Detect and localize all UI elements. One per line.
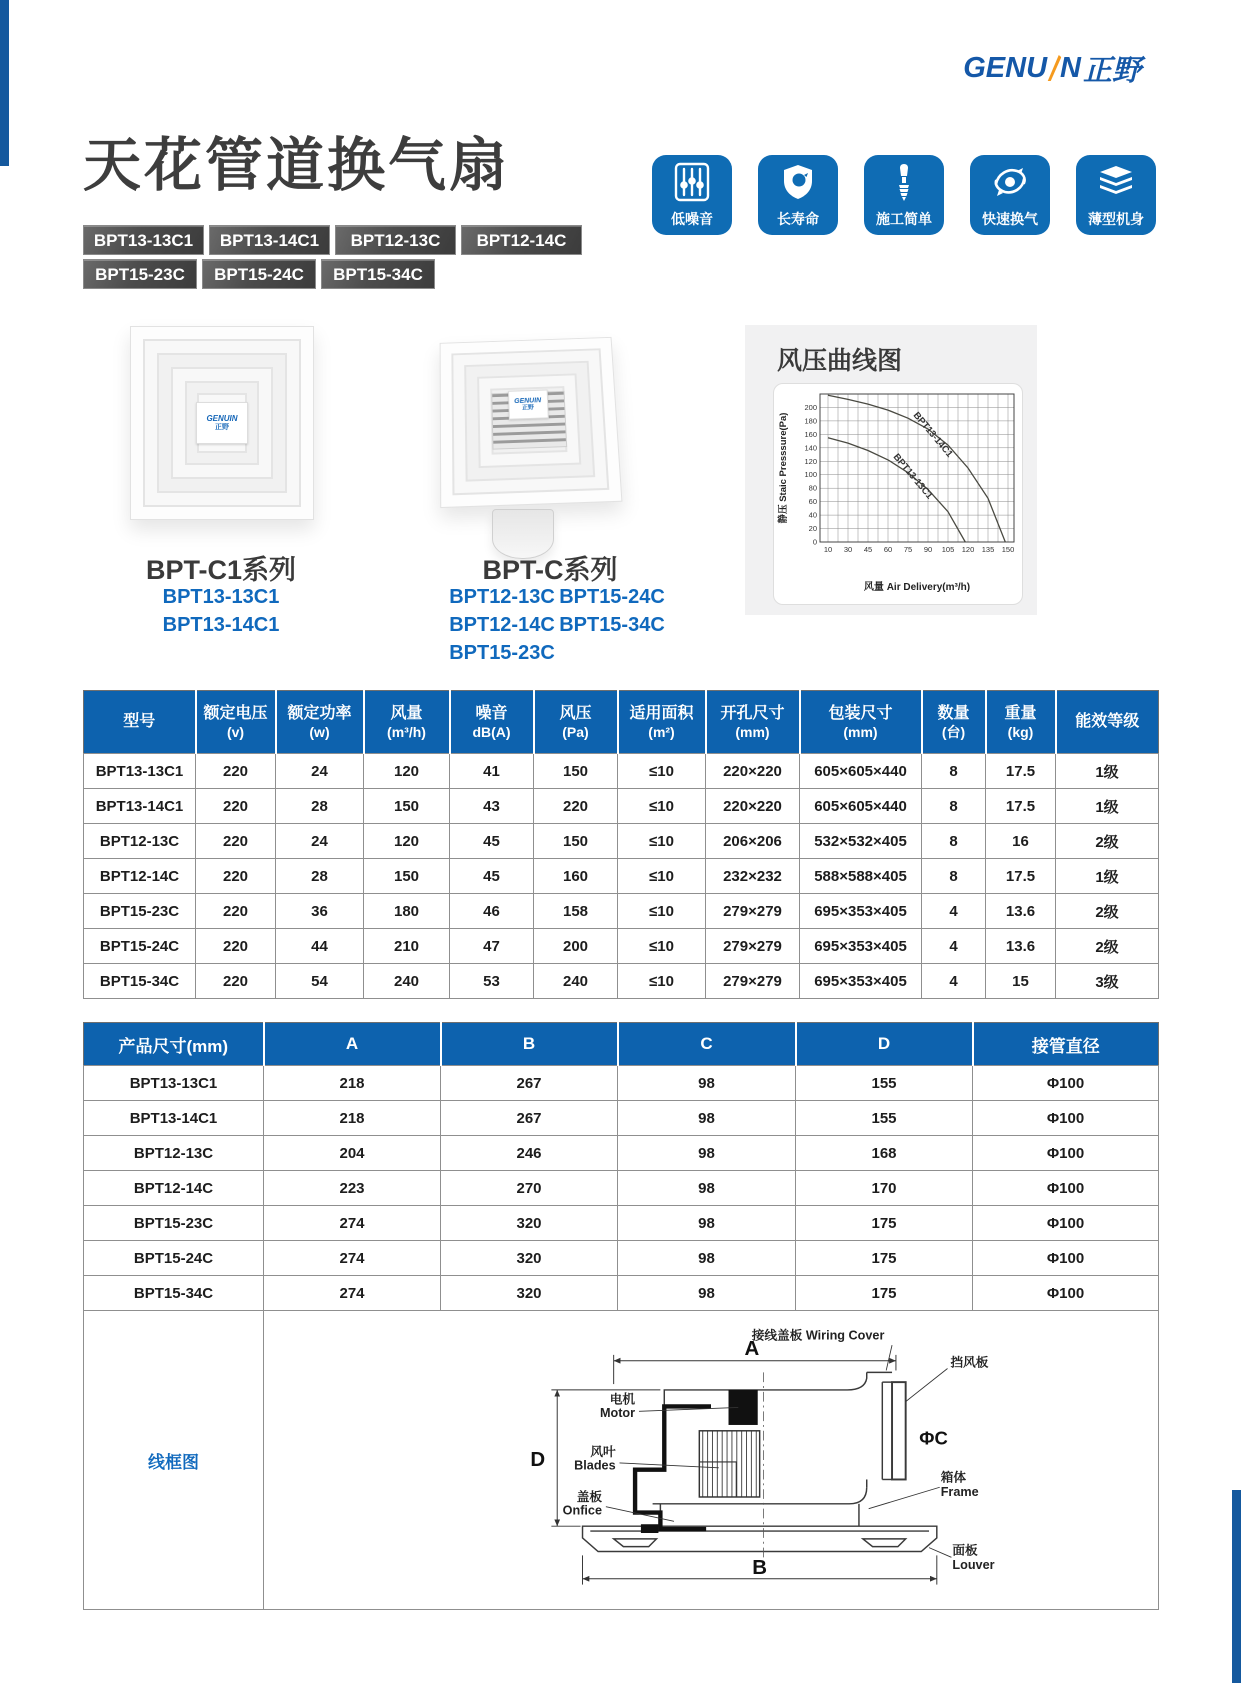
value-cell: 158 — [534, 894, 618, 929]
series-title-c: BPT-C系列 — [482, 555, 618, 585]
value-cell: 120 — [364, 754, 450, 789]
value-cell: 267 — [441, 1101, 618, 1136]
label-frame-en: Frame — [940, 1485, 979, 1500]
value-cell: 44 — [276, 929, 364, 964]
feature-fast-vent — [970, 155, 1050, 235]
value-cell: 270 — [441, 1171, 618, 1206]
value-cell: 155 — [796, 1101, 973, 1136]
model-cell: BPT13-14C1 — [84, 1101, 264, 1136]
col-header: 适用面积 (m²) — [618, 691, 706, 754]
value-cell: 54 — [276, 964, 364, 999]
value-cell: 279×279 — [706, 964, 800, 999]
feature-label: 薄型机身 — [1088, 211, 1144, 227]
label-cover-en: Onfice — [562, 1503, 602, 1518]
spec-table-body — [84, 754, 1159, 999]
value-cell: 232×232 — [706, 859, 800, 894]
model-cell: BPT13-13C1 — [84, 1066, 264, 1101]
value-cell: 588×588×405 — [800, 859, 922, 894]
label-cover-cn: 盖板 — [576, 1489, 602, 1504]
value-cell: 206×206 — [706, 824, 800, 859]
value-cell: 2级 — [1056, 929, 1159, 964]
table-row — [84, 1066, 1159, 1101]
feature-long-life — [758, 155, 838, 235]
dim-d: D — [530, 1447, 546, 1471]
diagram-label: 线框图 — [84, 1311, 264, 1610]
pressure-curve-chart — [774, 384, 1022, 604]
label-frame-cn: 箱体 — [940, 1470, 967, 1485]
svg-text:风量 Air Delivery(m³/h): 风量 Air Delivery(m³/h) — [863, 582, 971, 593]
svg-text:静压 Staic Presssure(Pa): 静压 Staic Presssure(Pa) — [778, 412, 789, 524]
table-row — [84, 859, 1159, 894]
value-cell: Φ100 — [973, 1066, 1159, 1101]
label-blades-en: Blades — [574, 1458, 616, 1473]
table-row — [84, 789, 1159, 824]
value-cell: 220×220 — [706, 789, 800, 824]
model-cell: BPT15-23C — [84, 894, 196, 929]
right-edge-bar — [1232, 1490, 1241, 1683]
model-cell: BPT15-24C — [84, 929, 196, 964]
blades-block — [699, 1431, 759, 1497]
series-models: BPT13-13C1 — [162, 586, 280, 608]
value-cell: 150 — [534, 754, 618, 789]
table-row — [84, 964, 1159, 999]
logo-text-n: N — [1060, 52, 1081, 84]
brand-logo — [963, 48, 1141, 89]
value-cell: 220 — [196, 789, 276, 824]
model-badge: BPT15-23C — [83, 259, 197, 289]
chart-title: 风压曲线图 — [777, 347, 903, 375]
value-cell: 695×353×405 — [800, 894, 922, 929]
value-cell: 98 — [618, 1136, 796, 1171]
svg-text:10: 10 — [823, 545, 833, 554]
value-cell: 17.5 — [986, 789, 1056, 824]
model-cell: BPT15-23C — [84, 1206, 264, 1241]
value-cell: 223 — [264, 1171, 441, 1206]
label-motor-cn: 电机 — [609, 1392, 636, 1407]
value-cell: 98 — [618, 1206, 796, 1241]
feature-icons-row — [652, 155, 1156, 235]
series-title-c1: BPT-C1系列 — [145, 555, 297, 585]
model-badge: BPT12-13C — [335, 225, 456, 255]
svg-text:160: 160 — [804, 429, 817, 439]
value-cell: 320 — [441, 1276, 618, 1311]
value-cell: 279×279 — [706, 894, 800, 929]
label-damper: 挡风板 — [950, 1355, 989, 1370]
cyclone-icon — [990, 162, 1030, 202]
feature-label: 长寿命 — [777, 211, 819, 227]
value-cell: 320 — [441, 1241, 618, 1276]
table-row — [84, 824, 1159, 859]
value-cell: 43 — [450, 789, 534, 824]
value-cell: 45 — [450, 859, 534, 894]
value-cell: 200 — [534, 929, 618, 964]
model-badge: BPT12-14C — [461, 225, 582, 255]
dim-b: B — [752, 1555, 768, 1579]
value-cell: 98 — [618, 1241, 796, 1276]
table-row — [84, 894, 1159, 929]
series-models: BPT13-14C1 — [162, 614, 280, 636]
value-cell: 28 — [276, 859, 364, 894]
pressure-curve-panel — [745, 325, 1037, 615]
feature-low-noise — [652, 155, 732, 235]
svg-text:75: 75 — [903, 545, 913, 554]
value-cell: 320 — [441, 1206, 618, 1241]
value-cell: 240 — [364, 964, 450, 999]
svg-text:60: 60 — [883, 545, 893, 554]
label-motor-en: Motor — [599, 1406, 636, 1421]
logo-text-cn: 正野 — [1082, 55, 1141, 87]
value-cell: 8 — [922, 754, 986, 789]
svg-text:135: 135 — [981, 545, 995, 554]
table-row — [84, 754, 1159, 789]
value-cell: 13.6 — [986, 929, 1056, 964]
value-cell: 15 — [986, 964, 1056, 999]
svg-text:40: 40 — [808, 510, 817, 520]
value-cell: 220 — [196, 964, 276, 999]
col-header: A — [264, 1023, 441, 1066]
value-cell: 267 — [441, 1066, 618, 1101]
fan-center-plate: GENUIN 正野 — [508, 390, 549, 420]
series-models: BPT15-23C — [449, 642, 555, 664]
value-cell: 175 — [796, 1206, 973, 1241]
value-cell: 53 — [450, 964, 534, 999]
svg-text:120: 120 — [804, 456, 817, 466]
col-header: B — [441, 1023, 618, 1066]
product-image-bpt-c1 — [130, 326, 314, 520]
col-header: C — [618, 1023, 796, 1066]
value-cell: 175 — [796, 1241, 973, 1276]
value-cell: 246 — [441, 1136, 618, 1171]
col-header: 包装尺寸 (mm) — [800, 691, 922, 754]
feature-label: 低噪音 — [671, 211, 713, 227]
col-header: 重量 (kg) — [986, 691, 1056, 754]
model-cell: BPT13-13C1 — [84, 754, 196, 789]
value-cell: 274 — [264, 1241, 441, 1276]
table-row — [84, 929, 1159, 964]
badge-row-2 — [83, 259, 435, 289]
spec-table-header — [84, 691, 1159, 754]
col-header: 额定电压 (v) — [196, 691, 276, 754]
value-cell: 98 — [618, 1276, 796, 1311]
value-cell: 24 — [276, 754, 364, 789]
value-cell: Φ100 — [973, 1276, 1159, 1311]
table-row — [84, 1136, 1159, 1171]
dim-phi-c: ΦC — [919, 1427, 948, 1449]
svg-text:200: 200 — [804, 403, 817, 412]
value-cell: 160 — [534, 859, 618, 894]
feature-label: 快速换气 — [982, 211, 1038, 227]
mini-logo: GENUIN — [206, 413, 238, 423]
value-cell: 695×353×405 — [800, 929, 922, 964]
value-cell: ≤10 — [618, 859, 706, 894]
value-cell: 1级 — [1056, 859, 1159, 894]
badge-row-1 — [83, 225, 582, 255]
svg-text:100: 100 — [804, 470, 817, 480]
dim-a: A — [744, 1336, 760, 1360]
value-cell: Φ100 — [973, 1171, 1159, 1206]
value-cell: 175 — [796, 1276, 973, 1311]
value-cell: 24 — [276, 824, 364, 859]
value-cell: 28 — [276, 789, 364, 824]
col-header: 开孔尺寸 (mm) — [706, 691, 800, 754]
value-cell: 155 — [796, 1066, 973, 1101]
svg-text:90: 90 — [923, 545, 933, 554]
model-cell: BPT12-14C — [84, 1171, 264, 1206]
series-models: BPT12-13C BPT15-24C — [449, 586, 665, 608]
value-cell: 220 — [534, 789, 618, 824]
value-cell: 180 — [364, 894, 450, 929]
logo-text-genu: GENU — [963, 52, 1048, 84]
value-cell: 41 — [450, 754, 534, 789]
fan-cross-section-diagram — [401, 1314, 1021, 1606]
table-row — [84, 1101, 1159, 1136]
chart-box — [773, 383, 1023, 605]
dimension-table-body — [84, 1066, 1159, 1311]
svg-text:0: 0 — [812, 537, 817, 547]
col-header: 能效等级 — [1056, 691, 1159, 754]
value-cell: 8 — [922, 859, 986, 894]
value-cell: 279×279 — [706, 929, 800, 964]
model-badge: BPT13-14C1 — [209, 225, 330, 255]
model-cell: BPT15-24C — [84, 1241, 264, 1276]
feature-slim-body — [1076, 155, 1156, 235]
model-cell: BPT12-14C — [84, 859, 196, 894]
fan-body — [440, 337, 623, 508]
model-cell: BPT12-13C — [84, 1136, 264, 1171]
spec-table — [83, 690, 1159, 999]
value-cell: 150 — [534, 824, 618, 859]
svg-text:120: 120 — [961, 545, 975, 554]
value-cell: 605×605×440 — [800, 789, 922, 824]
value-cell: 8 — [922, 824, 986, 859]
value-cell: Φ100 — [973, 1101, 1159, 1136]
value-cell: 274 — [264, 1276, 441, 1311]
value-cell: 4 — [922, 894, 986, 929]
svg-text:60: 60 — [808, 497, 817, 507]
value-cell: 8 — [922, 789, 986, 824]
value-cell: ≤10 — [618, 964, 706, 999]
value-cell: 120 — [364, 824, 450, 859]
label-blades-cn: 风叶 — [590, 1445, 616, 1460]
value-cell: 240 — [534, 964, 618, 999]
value-cell: 220 — [196, 929, 276, 964]
value-cell: 274 — [264, 1206, 441, 1241]
dimension-table — [83, 1022, 1159, 1610]
value-cell: 2级 — [1056, 824, 1159, 859]
model-cell: BPT15-34C — [84, 1276, 264, 1311]
value-cell: 150 — [364, 789, 450, 824]
value-cell: 45 — [450, 824, 534, 859]
label-louver-en: Louver — [952, 1558, 995, 1573]
value-cell: 170 — [796, 1171, 973, 1206]
value-cell: ≤10 — [618, 789, 706, 824]
svg-text:BPT13-14C1: BPT13-14C1 — [910, 410, 955, 460]
value-cell: 150 — [364, 859, 450, 894]
value-cell: 218 — [264, 1066, 441, 1101]
table-row — [84, 1241, 1159, 1276]
svg-text:105: 105 — [941, 545, 955, 554]
sliders-icon — [673, 162, 711, 202]
value-cell: 220×220 — [706, 754, 800, 789]
page-title: 天花管道换气扇 — [83, 133, 511, 198]
value-cell: 1级 — [1056, 789, 1159, 824]
value-cell: ≤10 — [618, 824, 706, 859]
shield-icon — [779, 162, 817, 202]
svg-text:45: 45 — [863, 545, 873, 554]
value-cell: 98 — [618, 1066, 796, 1101]
model-cell: BPT15-34C — [84, 964, 196, 999]
value-cell: 168 — [796, 1136, 973, 1171]
value-cell: 3级 — [1056, 964, 1159, 999]
model-badge: BPT13-13C1 — [83, 225, 204, 255]
value-cell: 17.5 — [986, 859, 1056, 894]
value-cell: Φ100 — [973, 1136, 1159, 1171]
feature-label: 施工简单 — [876, 211, 932, 227]
table-row — [84, 1206, 1159, 1241]
diagram-row — [84, 1311, 1159, 1610]
value-cell: 46 — [450, 894, 534, 929]
series-models: BPT12-14C BPT15-34C — [449, 614, 665, 636]
feature-easy-install — [864, 155, 944, 235]
table-row — [84, 1171, 1159, 1206]
value-cell: ≤10 — [618, 754, 706, 789]
value-cell: 695×353×405 — [800, 964, 922, 999]
fan-center-plate: GENUIN 正野 — [196, 402, 248, 444]
value-cell: 4 — [922, 929, 986, 964]
svg-text:140: 140 — [804, 443, 817, 453]
dimension-table-header — [84, 1023, 1159, 1066]
model-cell: BPT13-14C1 — [84, 789, 196, 824]
value-cell: 36 — [276, 894, 364, 929]
layers-icon — [1096, 162, 1136, 202]
col-header: 额定功率 (w) — [276, 691, 364, 754]
wireframe-diagram-cell — [264, 1311, 1159, 1610]
model-badge: BPT15-24C — [202, 259, 316, 289]
value-cell: 218 — [264, 1101, 441, 1136]
col-header: 风量 (m³/h) — [364, 691, 450, 754]
value-cell: 98 — [618, 1101, 796, 1136]
label-wiring-cover: 接线盖板 Wiring Cover — [751, 1328, 885, 1343]
value-cell: 47 — [450, 929, 534, 964]
value-cell: 220 — [196, 894, 276, 929]
value-cell: 204 — [264, 1136, 441, 1171]
col-header: 型号 — [84, 691, 196, 754]
value-cell: 2级 — [1056, 894, 1159, 929]
value-cell: 98 — [618, 1171, 796, 1206]
model-cell: BPT12-13C — [84, 824, 196, 859]
value-cell: Φ100 — [973, 1206, 1159, 1241]
value-cell: ≤10 — [618, 929, 706, 964]
table-row — [84, 1276, 1159, 1311]
value-cell: 220 — [196, 824, 276, 859]
svg-text:20: 20 — [808, 524, 817, 533]
value-cell: Φ100 — [973, 1241, 1159, 1276]
value-cell: 1级 — [1056, 754, 1159, 789]
col-header: 数量 (台) — [922, 691, 986, 754]
value-cell: ≤10 — [618, 894, 706, 929]
col-header: 产品尺寸(mm) — [84, 1023, 264, 1066]
value-cell: 220 — [196, 859, 276, 894]
screw-icon — [885, 162, 923, 202]
col-header: 噪音 dB(A) — [450, 691, 534, 754]
value-cell: 532×532×405 — [800, 824, 922, 859]
value-cell: 13.6 — [986, 894, 1056, 929]
value-cell: 17.5 — [986, 754, 1056, 789]
svg-text:180: 180 — [804, 416, 817, 426]
label-louver-cn: 面板 — [952, 1543, 978, 1558]
col-header: 风压 (Pa) — [534, 691, 618, 754]
col-header: 接管直径 — [973, 1023, 1159, 1066]
value-cell: 220 — [196, 754, 276, 789]
value-cell: 16 — [986, 824, 1056, 859]
model-badge: BPT15-34C — [321, 259, 435, 289]
product-image-bpt-c — [437, 332, 618, 516]
value-cell: 210 — [364, 929, 450, 964]
value-cell: 4 — [922, 964, 986, 999]
svg-text:150: 150 — [1001, 545, 1015, 554]
svg-text:30: 30 — [843, 545, 853, 554]
svg-text:BPT13-13C1: BPT13-13C1 — [890, 451, 935, 502]
value-cell: 605×605×440 — [800, 754, 922, 789]
left-edge-bar — [0, 0, 9, 166]
col-header: D — [796, 1023, 973, 1066]
svg-text:80: 80 — [808, 483, 817, 493]
